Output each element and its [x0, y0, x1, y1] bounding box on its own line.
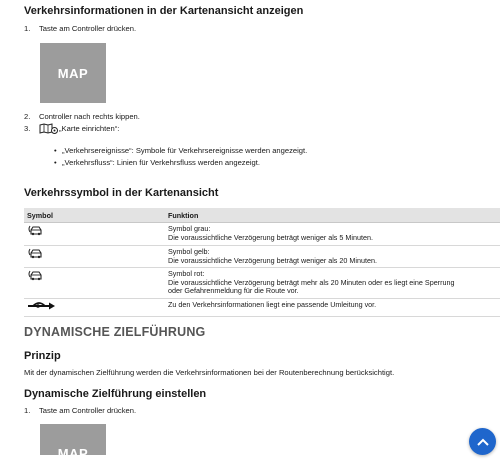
scroll-to-top-button[interactable] [469, 428, 496, 455]
section-heading-traffic-map: Verkehrsinformationen in der Kartenansicht anzeigen [24, 5, 304, 17]
step-text: „Karte einrichten“: [59, 124, 120, 133]
table-header-row [24, 208, 500, 223]
step-number: 1. [24, 406, 31, 415]
table-row [24, 298, 500, 316]
function-label: Symbol gelb: [168, 247, 210, 256]
map-button-label: MAP [57, 446, 89, 461]
bullet-dot: • [54, 146, 57, 155]
bullet-dot: • [54, 158, 57, 167]
table-header-function: Funktion [165, 208, 500, 223]
function-text: Die voraussichtliche Verzögerung beträgt weniger als 5 Minuten. [168, 232, 373, 242]
step-number: 2. [24, 112, 31, 121]
function-text: Die voraussichtliche Verzögerung beträgt weniger als 20 Minuten. [168, 255, 377, 265]
step-3 [24, 124, 119, 134]
map-button-image [40, 424, 106, 461]
function-cell [165, 298, 500, 316]
step-text: Taste am Controller drücken. [39, 24, 137, 33]
bullet-text: „Verkehrsfluss“: Linien für Verkehrsfluss werden angezeigt. [62, 158, 260, 167]
step-1 [24, 406, 136, 415]
function-cell [165, 223, 500, 246]
function-cell [165, 268, 500, 299]
symbol-cell [24, 268, 165, 299]
traffic-car-icon [27, 252, 43, 261]
function-label: Symbol grau: [168, 224, 211, 233]
symbol-cell [24, 298, 165, 316]
function-label: Symbol rot: [168, 269, 205, 279]
bullet-text: „Verkehrsereignisse“: Symbole für Verkehrsereignisse werden angezeigt. [62, 146, 308, 155]
map-button-label: MAP [57, 65, 89, 81]
step-number: 1. [24, 24, 31, 33]
table-row [24, 223, 500, 246]
subheading-principle: Prinzip [24, 350, 61, 362]
table-row [24, 268, 500, 299]
traffic-car-icon [27, 229, 43, 238]
subheading-setup: Dynamische Zielführung einstellen [24, 388, 207, 400]
function-text: Die voraussichtliche Verzögerung beträgt mehr als 20 Minuten oder es liegt eine Sperrung [168, 277, 455, 287]
map-settings-icon [39, 123, 59, 134]
step-2 [24, 112, 140, 121]
step-1 [24, 24, 136, 33]
function-cell [165, 246, 500, 268]
step-number: 3. [24, 124, 31, 133]
section-title-dynamic-guidance: DYNAMISCHE ZIELFÜHRUNG [24, 325, 206, 339]
symbol-cell [24, 246, 165, 268]
principle-text: Mit der dynamischen Zielführung werden die Verkehrsinformationen bei der Routenberechnung berücksichtigt. [24, 368, 395, 377]
traffic-car-icon [27, 274, 43, 283]
step-text: Controller nach rechts kippen. [39, 112, 140, 121]
detour-arrow-icon [27, 304, 57, 313]
section-heading-traffic-symbol: Verkehrssymbol in der Kartenansicht [24, 187, 219, 199]
table-row [24, 246, 500, 268]
traffic-symbol-table [24, 208, 500, 317]
chevron-up-icon [477, 433, 489, 451]
map-button-image [40, 43, 106, 103]
symbol-cell [24, 223, 165, 246]
bullet-item [54, 146, 307, 155]
function-text: oder Gefahrenmeldung für die Route vor. [168, 286, 299, 296]
table-header-symbol: Symbol [24, 208, 165, 223]
function-text: Zu den Verkehrsinformationen liegt eine passende Umleitung vor. [168, 299, 377, 309]
step-text: Taste am Controller drücken. [39, 406, 137, 415]
bullet-item [54, 158, 260, 167]
